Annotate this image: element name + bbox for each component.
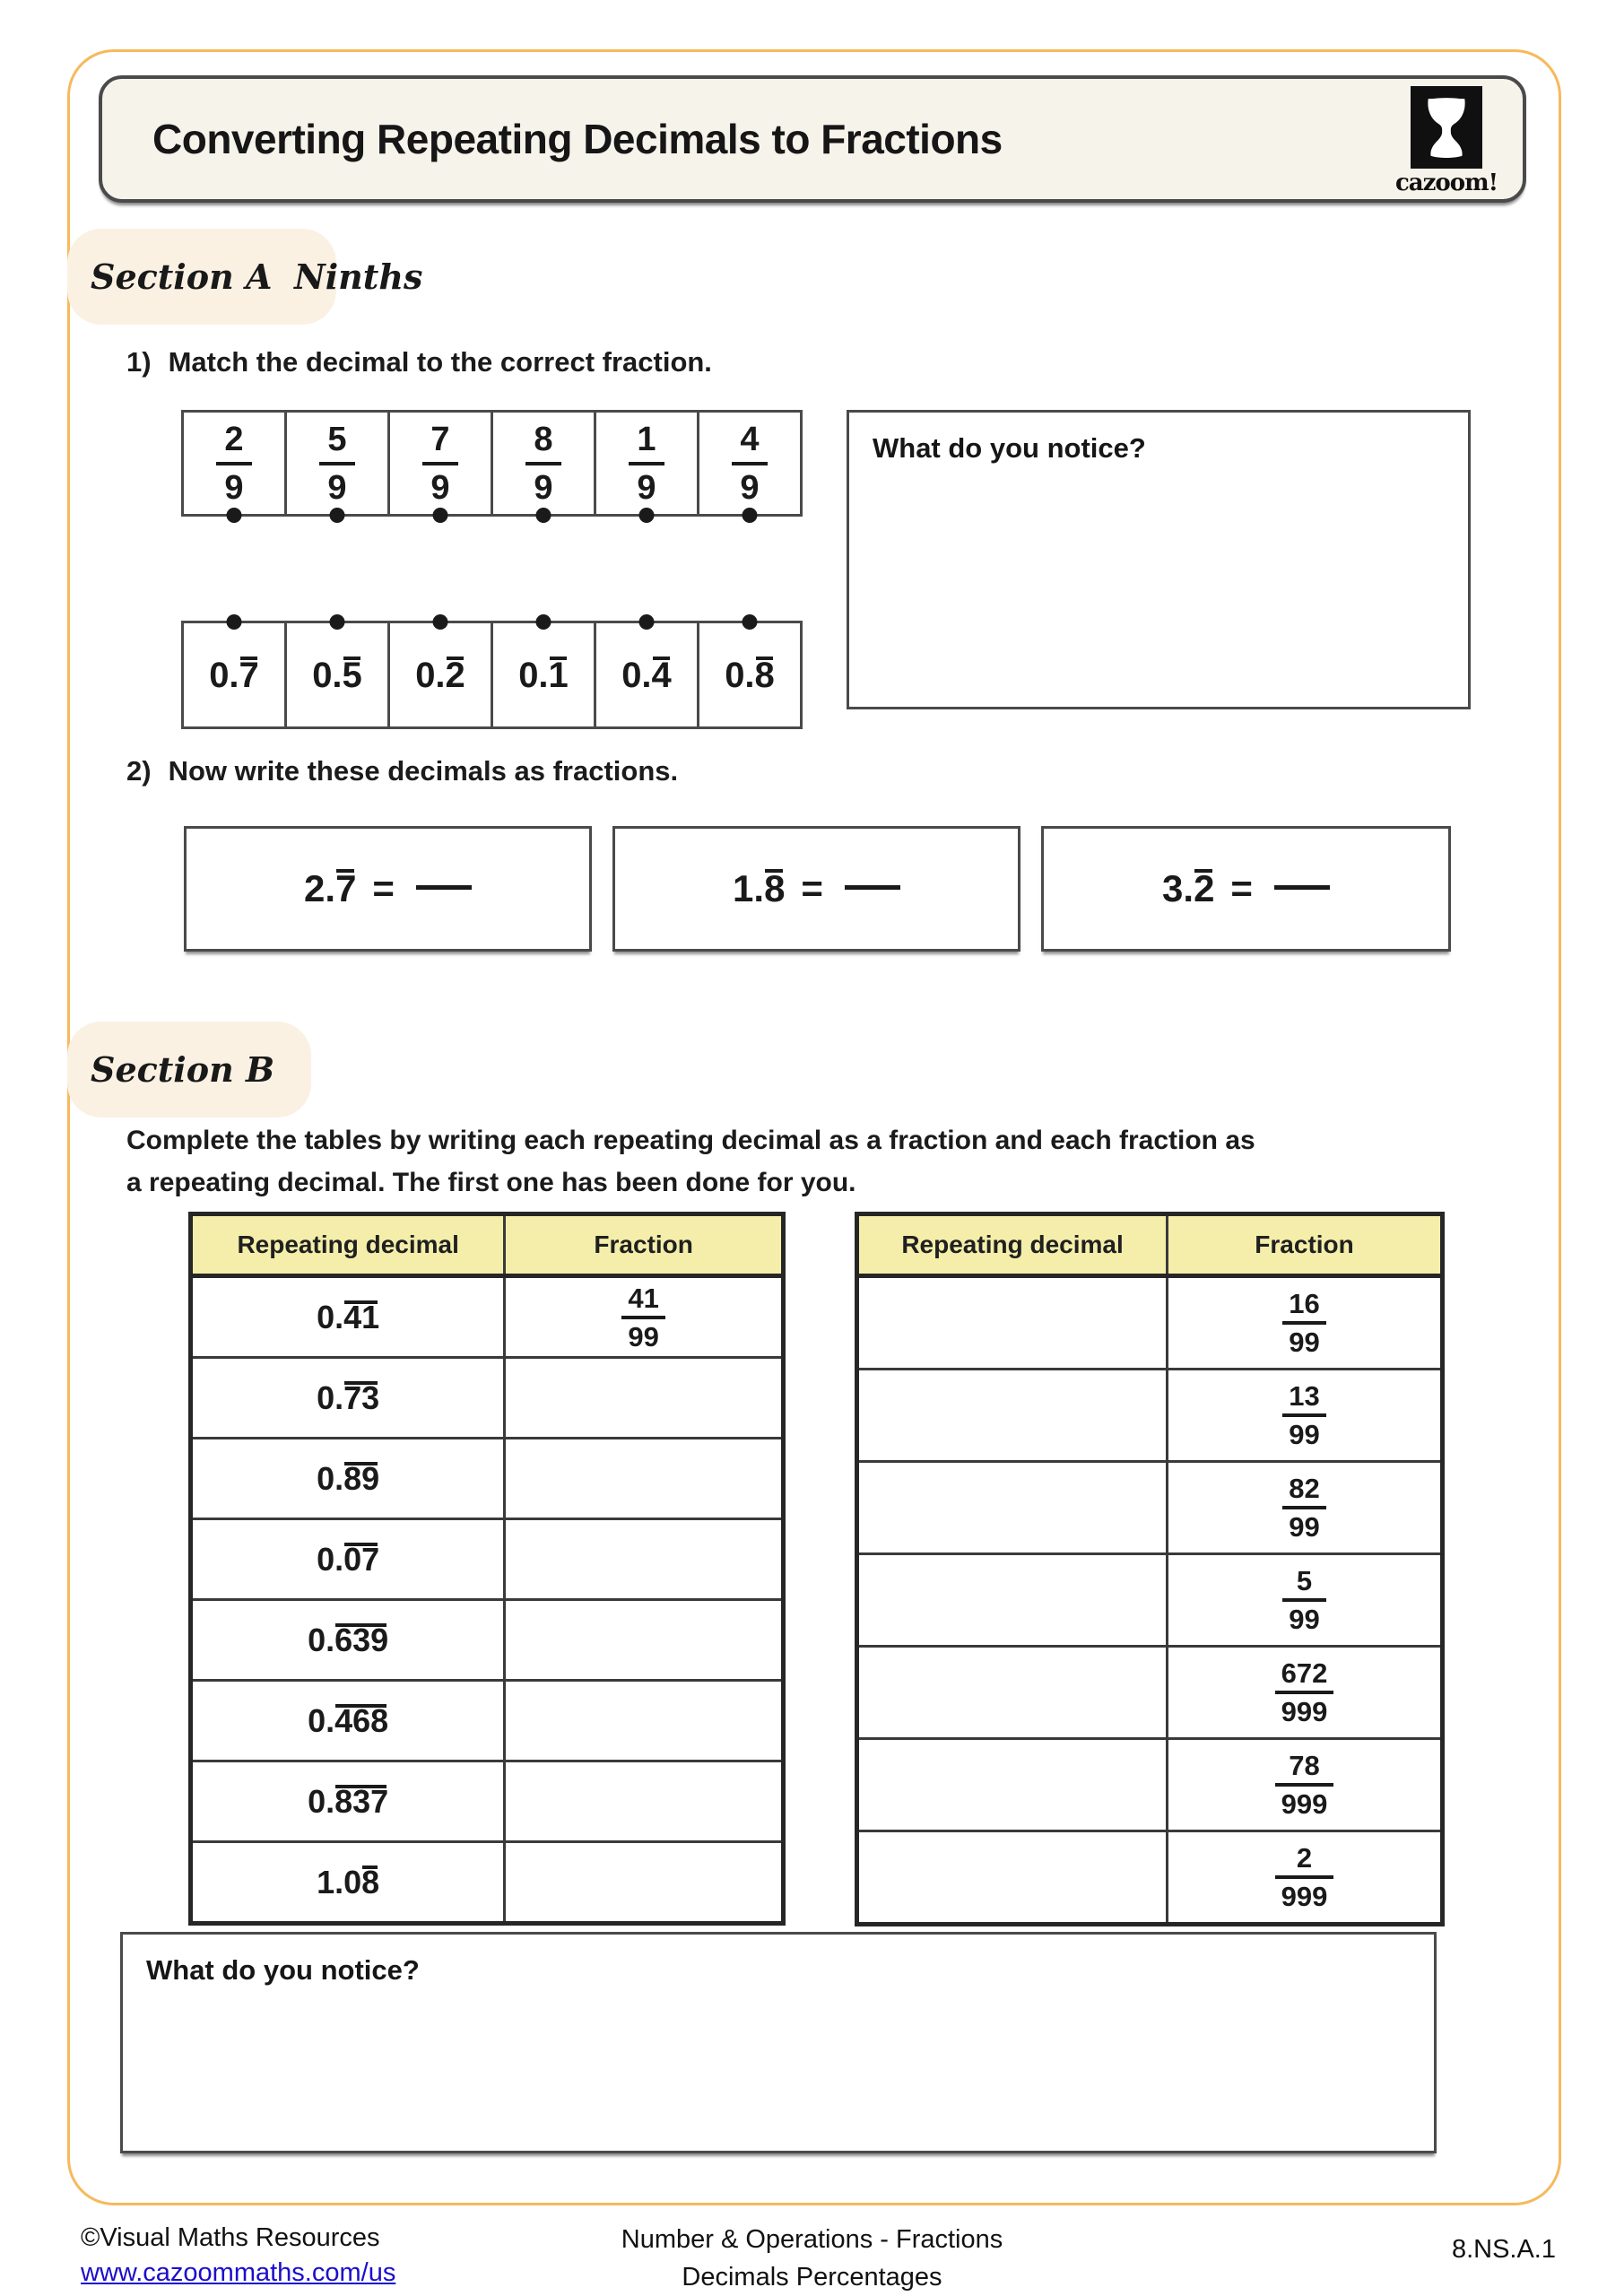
col-header-repeating-decimal: Repeating decimal <box>191 1214 505 1276</box>
repeating-decimal-cell <box>191 1519 505 1600</box>
repeating-decimal <box>317 1299 379 1335</box>
repeating-digits: 89 <box>343 1459 380 1497</box>
table-row <box>191 1761 784 1842</box>
fraction-numerator: 5 <box>327 420 347 458</box>
decimal-prefix: 0. <box>621 655 652 695</box>
section-a-label: Section A <box>91 257 273 297</box>
notice-prompt: What do you notice? <box>873 432 1146 464</box>
decimal-card <box>184 623 284 726</box>
drum-icon <box>1411 86 1482 169</box>
repeating-decimal <box>308 1702 388 1739</box>
fraction <box>1282 1382 1325 1448</box>
table-row <box>191 1681 784 1761</box>
match-dot[interactable] <box>639 508 655 523</box>
fraction-denominator: 9 <box>327 468 347 507</box>
table-row <box>857 1276 1443 1370</box>
fraction-card <box>387 413 491 514</box>
instruction-line: a repeating decimal. The first one has been done for you. <box>126 1168 856 1197</box>
col-header-repeating-decimal: Repeating decimal <box>857 1214 1168 1276</box>
answer-cell[interactable] <box>505 1842 784 1924</box>
fraction <box>629 422 664 505</box>
answer-blank[interactable] <box>416 885 472 890</box>
fraction-numerator: 2 <box>1296 1842 1313 1874</box>
question-1-prompt: Match the decimal to the correct fraction. <box>168 346 712 378</box>
answer-cell[interactable] <box>505 1761 784 1842</box>
repeating-decimal-cell <box>191 1600 505 1681</box>
answer-blank[interactable] <box>1274 885 1330 890</box>
decimal-prefix: 1. <box>733 867 765 909</box>
fraction-cell <box>1168 1554 1443 1647</box>
decimal-prefix: 0. <box>317 1540 344 1578</box>
match-dot[interactable] <box>433 508 448 523</box>
fraction-numerator: 8 <box>534 420 553 458</box>
decimal-prefix: 3. <box>1162 867 1194 909</box>
decimal-prefix: 0. <box>209 655 239 695</box>
question-2-prompt: Now write these decimals as fractions. <box>168 755 679 787</box>
fraction <box>1282 1567 1325 1633</box>
fraction <box>422 422 457 505</box>
decimal-card <box>387 623 491 726</box>
q2-expression <box>304 867 472 909</box>
answer-box[interactable] <box>1041 826 1451 952</box>
answer-cell[interactable] <box>857 1831 1168 1925</box>
repeating-decimal-cell <box>191 1681 505 1761</box>
fraction-cell <box>1168 1647 1443 1739</box>
title-bar <box>99 75 1526 203</box>
equals-sign: = <box>372 867 395 909</box>
answer-cell[interactable] <box>505 1681 784 1761</box>
fraction-denominator: 99 <box>1289 1419 1320 1450</box>
repeating-decimal-cell <box>191 1439 505 1519</box>
repeating-decimal <box>312 657 362 693</box>
fraction-numerator: 1 <box>637 420 656 458</box>
decimal-prefix: 0. <box>317 1378 344 1416</box>
decimal-prefix: 0. <box>317 1298 344 1335</box>
match-dot[interactable] <box>433 614 448 630</box>
section-b-instructions <box>126 1119 1489 1204</box>
right-table <box>855 1212 1445 1926</box>
decimal-prefix: 1.0 <box>317 1863 362 1900</box>
instruction-line: Complete the tables by writing each repeating decimal as a fraction and each fraction as <box>126 1126 1255 1155</box>
fraction-denominator: 99 <box>1289 1511 1320 1543</box>
fraction-numerator: 4 <box>740 420 760 458</box>
repeating-digits: 8 <box>361 1863 380 1900</box>
fraction-card <box>697 413 800 514</box>
fraction-denominator: 999 <box>1281 1788 1328 1820</box>
table-row <box>191 1358 784 1439</box>
repeating-decimal-cell <box>191 1358 505 1439</box>
decimal-prefix: 0. <box>308 1621 335 1658</box>
footer-center <box>0 2221 1624 2296</box>
repeating-digits: 7 <box>239 655 259 695</box>
repeating-digits: 8 <box>754 655 775 695</box>
decimal-prefix: 0. <box>317 1459 344 1497</box>
table-row <box>857 1462 1443 1554</box>
answer-cell[interactable] <box>857 1462 1168 1554</box>
repeating-decimal <box>308 1622 388 1658</box>
decimal-card <box>697 623 800 726</box>
equals-sign: = <box>801 867 823 909</box>
repeating-decimal-cell <box>191 1761 505 1842</box>
match-dot[interactable] <box>330 614 345 630</box>
fraction-numerator: 16 <box>1289 1288 1320 1319</box>
cazoom-logo <box>1388 86 1505 196</box>
table-row <box>857 1647 1443 1739</box>
repeating-digits: 2 <box>445 655 465 695</box>
fraction-denominator: 999 <box>1281 1881 1328 1912</box>
repeating-digits: 73 <box>343 1378 380 1416</box>
fraction <box>216 422 251 505</box>
answer-cell[interactable] <box>857 1370 1168 1462</box>
repeating-decimal-cell <box>191 1276 505 1358</box>
equals-sign: = <box>1230 867 1253 909</box>
table-header-row <box>191 1214 784 1276</box>
repeating-decimal <box>317 1460 379 1497</box>
question-1 <box>126 346 712 378</box>
decimal-card <box>594 623 697 726</box>
fraction-denominator: 99 <box>1289 1326 1320 1358</box>
answer-cell[interactable] <box>857 1739 1168 1831</box>
answer-cell[interactable] <box>505 1519 784 1600</box>
match-dot[interactable] <box>639 614 655 630</box>
q2-expression <box>733 867 900 909</box>
answer-cell[interactable] <box>857 1554 1168 1647</box>
fraction <box>621 1284 664 1351</box>
fraction-cell <box>1168 1370 1443 1462</box>
fraction-numerator: 82 <box>1289 1473 1320 1504</box>
match-dot[interactable] <box>743 508 758 523</box>
table-header-row <box>857 1214 1443 1276</box>
notice-prompt: What do you notice? <box>146 1954 420 1986</box>
decimal-prefix: 2. <box>304 867 336 909</box>
repeating-decimal <box>621 657 672 693</box>
repeating-digits: 07 <box>343 1540 380 1578</box>
fraction-numerator: 2 <box>224 420 244 458</box>
answer-cell[interactable] <box>505 1439 784 1519</box>
fraction <box>1282 1474 1325 1541</box>
decimal-card-row <box>181 621 803 729</box>
fraction-card <box>491 413 594 514</box>
table-row <box>191 1600 784 1681</box>
answer-cell[interactable] <box>857 1276 1168 1370</box>
fraction <box>1275 1844 1334 1910</box>
repeating-decimal-cell <box>191 1842 505 1924</box>
q2-expression <box>1162 867 1330 909</box>
fraction-numerator: 78 <box>1289 1750 1320 1781</box>
question-2-number: 2) <box>126 755 152 787</box>
question-2 <box>126 755 678 787</box>
copyright-text: ©Visual Maths Resources <box>81 2223 380 2252</box>
match-dot[interactable] <box>227 508 242 523</box>
answer-cell[interactable] <box>505 1358 784 1439</box>
fraction-numerator: 7 <box>430 420 450 458</box>
match-dot[interactable] <box>536 508 551 523</box>
repeating-decimal <box>518 657 569 693</box>
col-header-fraction: Fraction <box>505 1214 784 1276</box>
fraction <box>732 422 767 505</box>
page-title: Converting Repeating Decimals to Fractions <box>152 116 1003 162</box>
repeating-digits: 1 <box>548 655 569 695</box>
match-dot[interactable] <box>227 614 242 630</box>
decimal-prefix: 0. <box>308 1701 335 1739</box>
fraction-numerator: 13 <box>1289 1380 1320 1412</box>
match-dot[interactable] <box>536 614 551 630</box>
table-row <box>191 1842 784 1924</box>
website-link[interactable]: www.cazoommaths.com/us <box>81 2258 396 2287</box>
standard-code: 8.NS.A.1 <box>1451 2235 1556 2264</box>
repeating-digits: 41 <box>343 1298 380 1335</box>
repeating-digits: 468 <box>334 1701 389 1739</box>
table-row <box>857 1739 1443 1831</box>
decimal-prefix: 0. <box>725 655 755 695</box>
fraction-cell <box>1168 1831 1443 1925</box>
fraction-card <box>184 413 284 514</box>
fraction <box>1275 1752 1334 1818</box>
fraction-cell <box>1168 1276 1443 1370</box>
left-table <box>188 1212 786 1926</box>
fraction-denominator: 9 <box>534 468 553 507</box>
match-dot[interactable] <box>743 614 758 630</box>
fraction <box>525 422 560 505</box>
fraction-cell <box>1168 1462 1443 1554</box>
table-row <box>857 1370 1443 1462</box>
logo-text: cazoom! <box>1394 170 1498 196</box>
repeating-decimal <box>725 657 775 693</box>
footer-category-line: Decimals Percentages <box>682 2263 942 2292</box>
fraction-card <box>284 413 387 514</box>
fraction-cell <box>505 1276 784 1358</box>
col-header-fraction: Fraction <box>1168 1214 1443 1276</box>
fraction-denominator: 999 <box>1281 1696 1328 1727</box>
repeating-digits: 7 <box>335 867 357 909</box>
fraction <box>1275 1659 1334 1726</box>
fraction-numerator: 5 <box>1296 1565 1313 1596</box>
fraction-cell <box>1168 1739 1443 1831</box>
repeating-decimal <box>308 1783 388 1820</box>
repeating-decimal <box>209 657 259 693</box>
notice-box-a[interactable] <box>847 410 1471 709</box>
section-a-topic: Ninths <box>294 257 423 297</box>
decimal-prefix: 0. <box>308 1782 335 1820</box>
answer-cell[interactable] <box>857 1647 1168 1739</box>
table-row <box>857 1554 1443 1647</box>
answer-cell[interactable] <box>505 1600 784 1681</box>
fraction-denominator: 9 <box>430 468 450 507</box>
fraction-numerator: 672 <box>1281 1657 1328 1689</box>
fraction-card-row <box>181 410 803 517</box>
section-b-pill <box>67 1022 311 1118</box>
repeating-digits: 5 <box>342 655 362 695</box>
repeating-digits: 837 <box>334 1782 389 1820</box>
repeating-digits: 639 <box>334 1621 389 1658</box>
repeating-decimal <box>317 1379 379 1416</box>
decimal-prefix: 0. <box>518 655 549 695</box>
table-row <box>191 1519 784 1600</box>
repeating-digits: 2 <box>1194 867 1215 909</box>
fraction-card <box>594 413 697 514</box>
decimal-prefix: 0. <box>415 655 446 695</box>
fraction <box>1282 1290 1325 1356</box>
table-row <box>191 1439 784 1519</box>
footer-category-line: Number & Operations - Fractions <box>621 2225 1003 2254</box>
answer-box[interactable] <box>612 826 1020 952</box>
table-row <box>857 1831 1443 1925</box>
decimal-prefix: 0. <box>312 655 343 695</box>
repeating-digits: 4 <box>651 655 672 695</box>
answer-box[interactable] <box>184 826 592 952</box>
repeating-decimal <box>317 1864 379 1900</box>
section-b-label: Section B <box>91 1049 275 1090</box>
fraction-numerator: 41 <box>628 1282 659 1314</box>
fraction-denominator: 99 <box>628 1320 659 1352</box>
fraction-denominator: 9 <box>224 468 244 507</box>
fraction-denominator: 99 <box>1289 1604 1320 1635</box>
fraction <box>319 422 354 505</box>
notice-box-b[interactable] <box>120 1932 1437 2153</box>
repeating-decimal <box>317 1541 379 1578</box>
repeating-decimal <box>415 657 465 693</box>
fraction-denominator: 9 <box>740 468 760 507</box>
answer-blank[interactable] <box>845 885 900 890</box>
decimal-card <box>491 623 594 726</box>
match-dot[interactable] <box>330 508 345 523</box>
table-row <box>191 1276 784 1358</box>
repeating-digits: 8 <box>764 867 786 909</box>
fraction-denominator: 9 <box>637 468 656 507</box>
question-1-number: 1) <box>126 346 152 378</box>
decimal-card <box>284 623 387 726</box>
